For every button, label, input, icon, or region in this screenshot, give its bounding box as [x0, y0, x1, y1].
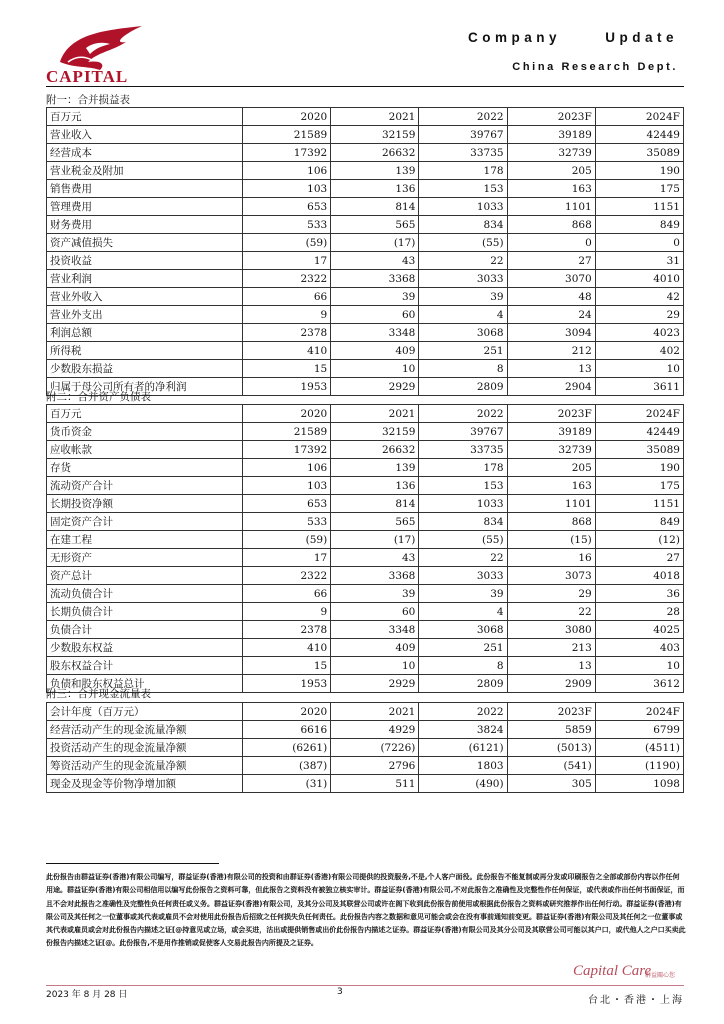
table-row [47, 585, 684, 603]
table-cell: 103 [243, 477, 331, 495]
table-cell: 4023 [595, 324, 683, 342]
table-cell: 2378 [243, 621, 331, 639]
table-row [47, 495, 684, 513]
table-cell: 27 [507, 252, 595, 270]
table-cell: 868 [507, 216, 595, 234]
table-cell: 9 [243, 306, 331, 324]
table-cell: 3033 [419, 567, 507, 585]
table-cell: 17392 [243, 441, 331, 459]
cash-flow-table [46, 702, 684, 793]
table-cell: 305 [507, 775, 595, 793]
table-row [47, 721, 684, 739]
table-cell: 410 [243, 639, 331, 657]
table-cell: 2023F [507, 703, 595, 721]
table-cell: 868 [507, 513, 595, 531]
table-cell: 1033 [419, 495, 507, 513]
table-cell: 2020 [243, 703, 331, 721]
row-label: 流动资产合计 [47, 477, 243, 495]
table-cell: (541) [507, 757, 595, 775]
table-cell: 3824 [419, 721, 507, 739]
table-row [47, 252, 684, 270]
table-cell: 409 [331, 639, 419, 657]
table-cell: 175 [595, 180, 683, 198]
table-cell: 32159 [331, 423, 419, 441]
table-cell: 42 [595, 288, 683, 306]
table-cell: 29 [507, 585, 595, 603]
table-header-row [47, 108, 684, 126]
table-cell: 2322 [243, 270, 331, 288]
table-row [47, 423, 684, 441]
table-cell: 3348 [331, 621, 419, 639]
table-row [47, 513, 684, 531]
row-label: 百万元 [47, 108, 243, 126]
table-row [47, 234, 684, 252]
table-row [47, 180, 684, 198]
table-cell: 653 [243, 198, 331, 216]
table-row [47, 739, 684, 757]
table-cell: 6616 [243, 721, 331, 739]
footer-divider [46, 985, 684, 986]
table-cell: 33735 [419, 144, 507, 162]
table-cell: 3033 [419, 270, 507, 288]
table-cell: 43 [331, 252, 419, 270]
table-cell: 17 [243, 549, 331, 567]
table-cell: 1033 [419, 198, 507, 216]
table-cell: 1151 [595, 495, 683, 513]
table-cell: 28 [595, 603, 683, 621]
table-cell: 533 [243, 216, 331, 234]
table-cell: 10 [331, 657, 419, 675]
table-cell: 4 [419, 306, 507, 324]
table-cell: 205 [507, 162, 595, 180]
table-cell: 103 [243, 180, 331, 198]
table-cell: 2021 [331, 405, 419, 423]
row-label: 无形资产 [47, 549, 243, 567]
table-cell: 35089 [595, 144, 683, 162]
row-label: 现金及现金等价物净增加额 [47, 775, 243, 793]
table-cell: 2909 [507, 675, 595, 693]
table-cell: (17) [331, 234, 419, 252]
table-cell: 1803 [419, 757, 507, 775]
table-cell: 190 [595, 459, 683, 477]
office-cities: 台北・香港・上海 [588, 995, 684, 1006]
table-cell: 653 [243, 495, 331, 513]
capital-care-tagline: 群益關心您 [645, 972, 676, 979]
table-cell: 66 [243, 585, 331, 603]
table-cell: 17 [243, 252, 331, 270]
table-cell: 36 [595, 585, 683, 603]
table-cell: 4025 [595, 621, 683, 639]
table-cell: 10 [595, 360, 683, 378]
row-label: 管理费用 [47, 198, 243, 216]
row-label: 少数股东损益 [47, 360, 243, 378]
table-cell: 17392 [243, 144, 331, 162]
table-cell: 213 [507, 639, 595, 657]
table-cell: 136 [331, 477, 419, 495]
row-label: 资产减值损失 [47, 234, 243, 252]
table-cell: 39 [331, 288, 419, 306]
table-cell: 4010 [595, 270, 683, 288]
table-cell: 4929 [331, 721, 419, 739]
table-cell: (1190) [595, 757, 683, 775]
table-cell: 2929 [331, 675, 419, 693]
table-cell: 2024F [595, 108, 683, 126]
table-cell: 1101 [507, 198, 595, 216]
table-cell: (490) [419, 775, 507, 793]
table-cell: 1151 [595, 198, 683, 216]
table-cell: (59) [243, 234, 331, 252]
table-cell: 5859 [507, 721, 595, 739]
table-cell: 39189 [507, 423, 595, 441]
table-cell: 3068 [419, 621, 507, 639]
row-label: 在建工程 [47, 531, 243, 549]
row-label: 会计年度（百万元） [47, 703, 243, 721]
table-row [47, 531, 684, 549]
page-number: 3 [337, 987, 343, 997]
table-cell: 511 [331, 775, 419, 793]
row-label: 负债合计 [47, 621, 243, 639]
table-cell: 42449 [595, 126, 683, 144]
table-cell: 22 [507, 603, 595, 621]
row-label: 股东权益合计 [47, 657, 243, 675]
table-cell: 1098 [595, 775, 683, 793]
table-cell: 39767 [419, 423, 507, 441]
table-cell: 39 [419, 585, 507, 603]
row-label: 长期负债合计 [47, 603, 243, 621]
table-cell: 403 [595, 639, 683, 657]
table-cell: 814 [331, 495, 419, 513]
report-type-title: Company Update [467, 30, 678, 45]
row-label: 筹资活动产生的现金流量净额 [47, 757, 243, 775]
table-cell: (31) [243, 775, 331, 793]
table-cell: 15 [243, 657, 331, 675]
table-cell: 3094 [507, 324, 595, 342]
row-label: 营业收入 [47, 126, 243, 144]
table-cell: (5013) [507, 739, 595, 757]
row-label: 营业外收入 [47, 288, 243, 306]
row-label: 财务费用 [47, 216, 243, 234]
table-cell: 3368 [331, 567, 419, 585]
table-cell: 43 [331, 549, 419, 567]
table-cell: 212 [507, 342, 595, 360]
row-label: 归属于母公司所有者的净利润 [47, 378, 243, 396]
row-label: 少数股东权益 [47, 639, 243, 657]
table-cell: 2022 [419, 405, 507, 423]
table-row [47, 621, 684, 639]
table-cell: 39767 [419, 126, 507, 144]
table-cell: 32159 [331, 126, 419, 144]
row-label: 存货 [47, 459, 243, 477]
row-label: 经营活动产生的现金流量净额 [47, 721, 243, 739]
table-cell: 22 [419, 549, 507, 567]
table-cell: 42449 [595, 423, 683, 441]
table-row [47, 477, 684, 495]
table-cell: 3070 [507, 270, 595, 288]
table-row [47, 144, 684, 162]
row-label: 投资收益 [47, 252, 243, 270]
table-row [47, 657, 684, 675]
table-header-row [47, 703, 684, 721]
table-cell: 27 [595, 549, 683, 567]
table-cell: (15) [507, 531, 595, 549]
table-cell: 2021 [331, 108, 419, 126]
table-cell: (59) [243, 531, 331, 549]
row-label: 经营成本 [47, 144, 243, 162]
report-date: 2023 年 8 月 28 日 [46, 990, 128, 1000]
income-statement-table [46, 107, 684, 396]
table-cell: 9 [243, 603, 331, 621]
table-cell: 3612 [595, 675, 683, 693]
row-label: 货币资金 [47, 423, 243, 441]
table-cell: 178 [419, 162, 507, 180]
table-cell: 2023F [507, 405, 595, 423]
table-cell: 8 [419, 657, 507, 675]
table-cell: 3068 [419, 324, 507, 342]
table-cell: 2020 [243, 108, 331, 126]
row-label: 所得税 [47, 342, 243, 360]
table-row [47, 757, 684, 775]
table-cell: 2322 [243, 567, 331, 585]
table-cell: 21589 [243, 126, 331, 144]
table-cell: 48 [507, 288, 595, 306]
row-label: 营业外支出 [47, 306, 243, 324]
table-cell: (6121) [419, 739, 507, 757]
table-cell: 2378 [243, 324, 331, 342]
row-label: 负债和股东权益总计 [47, 675, 243, 693]
table-cell: 4018 [595, 567, 683, 585]
table-cell: 1101 [507, 495, 595, 513]
table-row [47, 549, 684, 567]
table-row [47, 775, 684, 793]
table-cell: 66 [243, 288, 331, 306]
table-cell: 205 [507, 459, 595, 477]
table-row [47, 459, 684, 477]
table-cell: 60 [331, 306, 419, 324]
table-cell: 31 [595, 252, 683, 270]
table-row [47, 162, 684, 180]
table-cell: 2929 [331, 378, 419, 396]
table-row [47, 324, 684, 342]
table-row [47, 270, 684, 288]
row-label: 营业利润 [47, 270, 243, 288]
table-cell: (4511) [595, 739, 683, 757]
table-cell: 153 [419, 477, 507, 495]
table-cell: 1953 [243, 675, 331, 693]
table-cell: 13 [507, 360, 595, 378]
table-cell: 190 [595, 162, 683, 180]
table-cell: 3348 [331, 324, 419, 342]
table-cell: 16 [507, 549, 595, 567]
table-cell: 13 [507, 657, 595, 675]
table-row [47, 360, 684, 378]
table-row [47, 216, 684, 234]
table-cell: 106 [243, 459, 331, 477]
table-cell: 163 [507, 180, 595, 198]
table-cell: (387) [243, 757, 331, 775]
table-cell: 0 [507, 234, 595, 252]
table-row [47, 198, 684, 216]
table-row [47, 342, 684, 360]
table-cell: 2809 [419, 675, 507, 693]
table-cell: 33735 [419, 441, 507, 459]
table-cell: (12) [595, 531, 683, 549]
row-label: 固定资产合计 [47, 513, 243, 531]
table-row [47, 567, 684, 585]
table-cell: 39189 [507, 126, 595, 144]
table-row [47, 306, 684, 324]
table-cell: 136 [331, 180, 419, 198]
table-row [47, 603, 684, 621]
logo-wordmark: CAPITAL [46, 67, 129, 86]
table-cell: 3073 [507, 567, 595, 585]
row-label: 百万元 [47, 405, 243, 423]
table-cell: 153 [419, 180, 507, 198]
table-cell: 39 [331, 585, 419, 603]
table-cell: 565 [331, 216, 419, 234]
row-label: 投资活动产生的现金流量净额 [47, 739, 243, 757]
table-cell: 2020 [243, 405, 331, 423]
table-cell: 533 [243, 513, 331, 531]
table-cell: 6799 [595, 721, 683, 739]
table-cell: 21589 [243, 423, 331, 441]
table-cell: 10 [595, 657, 683, 675]
table-cell: 35089 [595, 441, 683, 459]
table-cell: 2022 [419, 108, 507, 126]
table-cell: 3080 [507, 621, 595, 639]
footnote-divider [46, 863, 219, 864]
table-row [47, 126, 684, 144]
table-cell: 849 [595, 513, 683, 531]
table-cell: 3368 [331, 270, 419, 288]
table-cell: 2021 [331, 703, 419, 721]
row-label: 流动负债合计 [47, 585, 243, 603]
table-cell: 409 [331, 342, 419, 360]
table-cell: 106 [243, 162, 331, 180]
table-cell: 22 [419, 252, 507, 270]
table-cell: 8 [419, 360, 507, 378]
table-cell: 251 [419, 342, 507, 360]
table-cell: 3611 [595, 378, 683, 396]
table-cell: 10 [331, 360, 419, 378]
table-cell: 410 [243, 342, 331, 360]
table-cell: 60 [331, 603, 419, 621]
table-cell: (55) [419, 531, 507, 549]
header-divider [46, 86, 684, 87]
table-row [47, 441, 684, 459]
table-cell: 24 [507, 306, 595, 324]
table-cell: 402 [595, 342, 683, 360]
table-cell: 139 [331, 162, 419, 180]
table-cell: (55) [419, 234, 507, 252]
row-label: 长期投资净额 [47, 495, 243, 513]
table-cell: 4 [419, 603, 507, 621]
table-cell: 849 [595, 216, 683, 234]
table-cell: (17) [331, 531, 419, 549]
table-header-row [47, 405, 684, 423]
row-label: 销售费用 [47, 180, 243, 198]
table-cell: 15 [243, 360, 331, 378]
table-cell: (6261) [243, 739, 331, 757]
table-cell: 565 [331, 513, 419, 531]
row-label: 资产总计 [47, 567, 243, 585]
table-row [47, 288, 684, 306]
table-cell: 2024F [595, 703, 683, 721]
table-cell: 251 [419, 639, 507, 657]
table-cell: 2023F [507, 108, 595, 126]
table-cell: 1953 [243, 378, 331, 396]
department-subtitle: China Research Dept. [512, 61, 678, 73]
table-cell: (7226) [331, 739, 419, 757]
table-cell: 2022 [419, 703, 507, 721]
table-cell: 139 [331, 459, 419, 477]
table-cell: 814 [331, 198, 419, 216]
table-row [47, 639, 684, 657]
table-cell: 2796 [331, 757, 419, 775]
table-cell: 32739 [507, 441, 595, 459]
table-cell: 29 [595, 306, 683, 324]
row-label: 应收帐款 [47, 441, 243, 459]
table-cell: 163 [507, 477, 595, 495]
balance-sheet-title: 附二：合并资产负债表 [46, 391, 151, 403]
table-cell: 178 [419, 459, 507, 477]
table-cell: 2904 [507, 378, 595, 396]
row-label: 利润总额 [47, 324, 243, 342]
table-cell: 2809 [419, 378, 507, 396]
table-cell: 39 [419, 288, 507, 306]
cash-flow-title: 附三：合并现金流量表 [46, 688, 151, 700]
table-cell: 26632 [331, 441, 419, 459]
balance-sheet-table [46, 404, 684, 693]
table-cell: 0 [595, 234, 683, 252]
row-label: 营业税金及附加 [47, 162, 243, 180]
legal-disclaimer: 此份报告由群益证券(香港)有限公司编写，群益证券(香港)有限公司的投资和由群证券(香港)有限公司提供的投资服务,不是,个人客户面役。此份报告不能复制或再分发或印刷报告之全部或部份内容以作任何用途。群益证券(香港)有限公司相信用以编写此份报告之资料可靠，但此报告之资料没有被独立核实审计。群益证券(香港)有限公司,不对此报告之准确性及完整性作任何保证，或代表或作出任何书面保证，而且不会对此报告之准确性及完整性负任何责任或义务。群益证券(香港)有限公司，及其分公司及其联营公司或许在阁下收到此份报告前使用或根据此份报告之资料或研究推荐作出任何行动。群益证券(香港)有限公司及其任何之一位董事或其代表或雇员不会对使用此份报告后招致之任何损失负任何责任。此份报告内容之数据和意见可能会或会在没有事前通知前变更。群益证券(香港)有限公司及其任何之一位董事或其代表或雇员或会对此份报告内描述之证[@持意见或立场，或会买进，沽出或提供销售或出价此份报告内描述之证券。群益证券(香港)有限公司及其分公司及其联营公司可能以其户口，或代他人之户口买卖此份报告内描述之证[@。此份报告,不是用作推销或促使客人交易此报告内所提及之证券。 [46, 873, 686, 948]
income-statement-title: 附一：合并损益表 [46, 94, 130, 106]
table-cell: 2024F [595, 405, 683, 423]
capital-care-signature: Capital Care [573, 963, 652, 979]
table-cell: 32739 [507, 144, 595, 162]
table-cell: 175 [595, 477, 683, 495]
table-cell: 834 [419, 513, 507, 531]
table-cell: 834 [419, 216, 507, 234]
table-cell: 26632 [331, 144, 419, 162]
